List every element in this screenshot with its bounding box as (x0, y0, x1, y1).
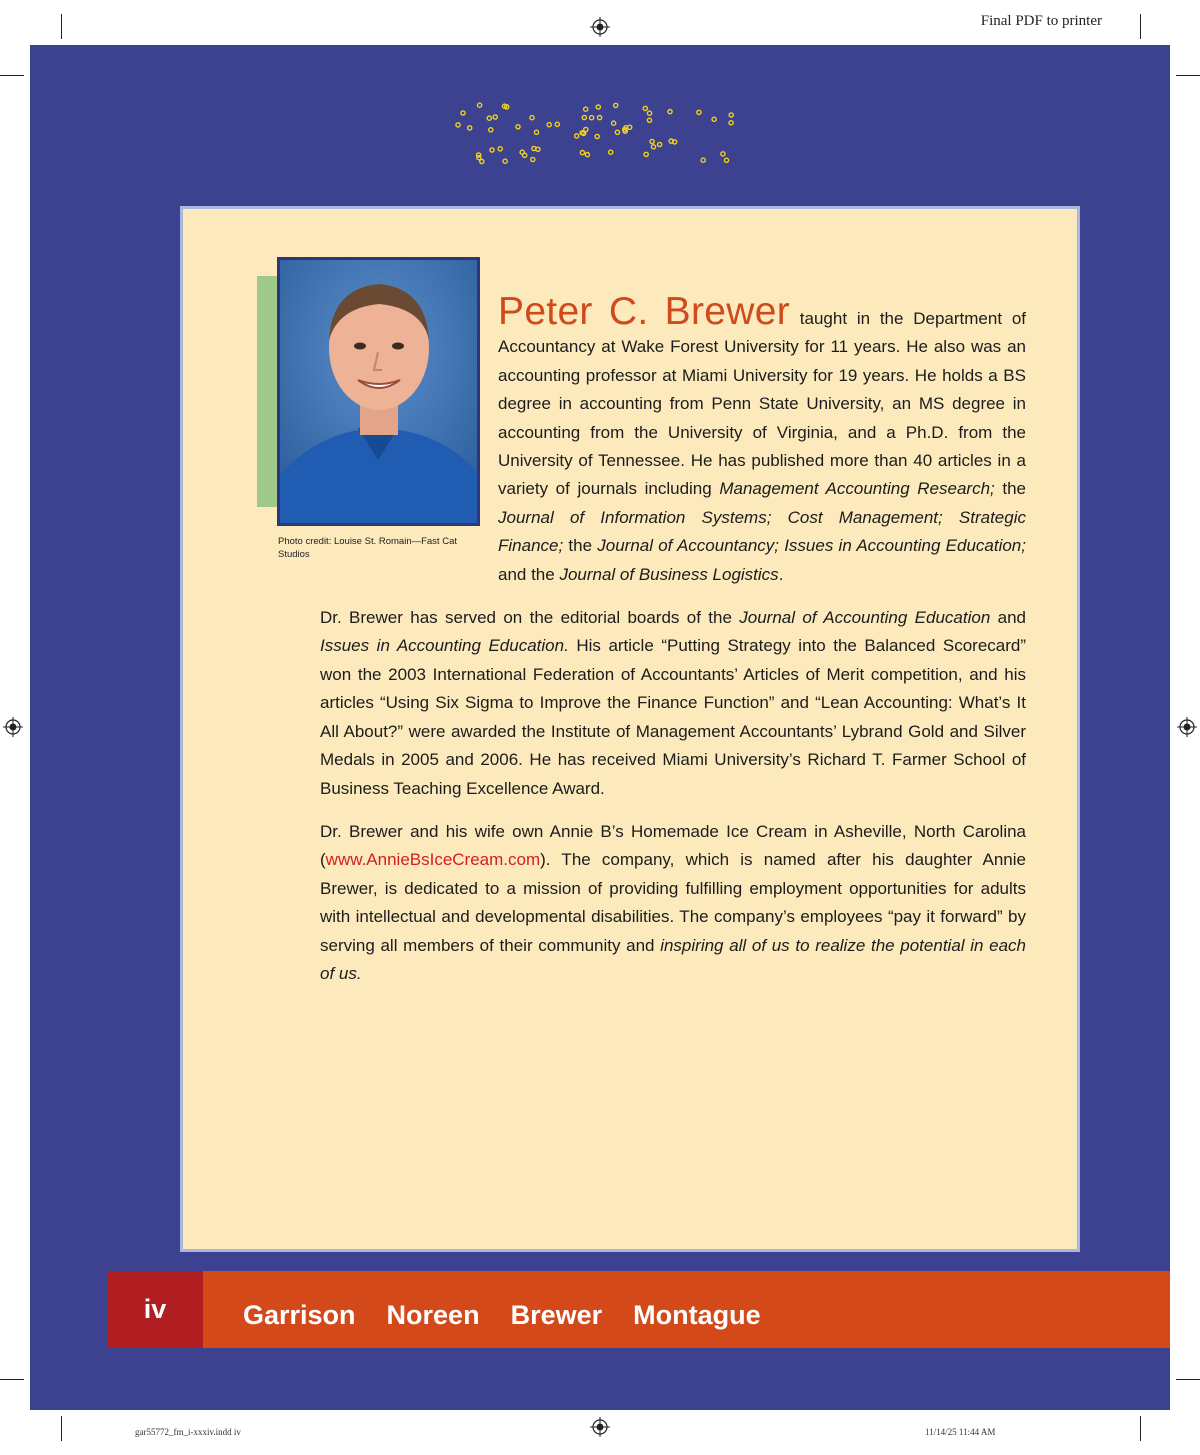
decorative-dot (644, 152, 648, 156)
decorative-dot (584, 127, 588, 131)
text-run: . (778, 564, 784, 584)
decorative-dot (493, 115, 497, 119)
decorative-dot (590, 116, 594, 120)
decorative-dot (547, 123, 551, 127)
italic-text-run: Journal of Business Logistics (559, 564, 779, 584)
decorative-dot (658, 142, 662, 146)
decorative-dot (461, 111, 465, 115)
decorative-dot (628, 125, 632, 129)
decorative-dot (516, 125, 520, 129)
decorative-dot (612, 121, 616, 125)
footer-author-name: Montague (633, 1300, 761, 1330)
decorative-dot (668, 110, 672, 114)
decorative-dot (712, 117, 716, 121)
text-run: taught in the Department of Accountancy at Wake Forest University for 11 years. He also was an accounting professor at Miami University for 19 years. He holds a BS degree in accounting from Penn State University, an MS degree in accounting from the University of Virginia, and a Ph.D. from the University of Tennessee. He has published more than 40 articles in a variety of journals including (498, 309, 1026, 499)
decorative-dot (575, 134, 579, 138)
decorative-dot (478, 103, 482, 107)
company-website-link[interactable]: www.AnnieBsIceCream.com (325, 850, 541, 870)
registration-mark-icon (3, 717, 23, 737)
decorative-dot (643, 106, 647, 110)
footer-band (107, 1271, 1170, 1348)
italic-text-run: Management Accounting Research; (719, 479, 995, 499)
italic-text-run: Journal of Accounting Education (739, 608, 991, 628)
decorative-dot (609, 150, 613, 154)
bio-paragraph-3 (320, 818, 1026, 988)
text-run: and (990, 608, 1026, 628)
photo-accent-bar (257, 276, 279, 507)
text-run: Dr. Brewer has served on the editorial boards of the (320, 608, 740, 628)
decorative-dot (580, 151, 584, 155)
text-run: His article “Putting Strategy into the Balanced Scorecard” won the 2003 International Federation of Accountants’ Articles of Merit competition, and his articles “Using Six Sigma to Improve the Finance Function” and “Lean Accounting: What’s It All About?” were awarded the Institute of Management Accountants’ Lybrand Gold and Silver Medals in 2005 and 2006. He has received Miami University’s Richard T. Farmer School of Business Teaching Excellence Award. (320, 636, 1027, 798)
decorative-dot (585, 153, 589, 157)
decorative-dot (480, 159, 484, 163)
crop-mark (1176, 75, 1200, 76)
decorative-dots-pattern (452, 100, 748, 166)
registration-mark-icon (1177, 717, 1197, 737)
decorative-dot (456, 123, 460, 127)
decorative-dot (503, 159, 507, 163)
decorative-dot (651, 145, 655, 149)
decorative-dot (487, 116, 491, 120)
decorative-dot (701, 158, 705, 162)
decorative-dot (582, 115, 586, 119)
decorative-dot (584, 107, 588, 111)
decorative-dot (729, 121, 733, 125)
printer-note: Final PDF to printer (980, 13, 1102, 29)
decorative-dot (729, 113, 733, 117)
crop-mark (0, 75, 24, 76)
decorative-dot (489, 128, 493, 132)
page-number: iv (107, 1271, 203, 1348)
italic-text-run: Journal of Accountancy; Issues in Accounting Education; (597, 536, 1026, 556)
crop-mark (1140, 14, 1141, 39)
decorative-dot (669, 139, 673, 143)
decorative-dot (614, 103, 618, 107)
decorative-dot (697, 110, 701, 114)
footer-author-name: Garrison (243, 1300, 356, 1330)
crop-mark (0, 1379, 24, 1380)
decorative-dot (498, 147, 502, 151)
text-run: Dr. Brewer and his wife own Annie B’s Homemade Ice Cream in Asheville, North Carolina ( (320, 821, 1026, 870)
crop-mark (1140, 1416, 1141, 1441)
italic-text-run: inspiring all of us to realize the potential in each of us. (320, 935, 1026, 983)
crop-mark (61, 1416, 62, 1441)
decorative-dot (647, 118, 651, 122)
bio-paragraph-1 (320, 292, 1026, 589)
decorative-dot (596, 105, 600, 109)
decorative-dot (490, 148, 494, 152)
slug-timestamp: 11/14/25 11:44 AM (925, 1427, 996, 1437)
italic-text-run: Journal of Information Systems; Cost Management; Strategic Finance; (498, 507, 1026, 556)
bio-text (320, 292, 1026, 1003)
registration-mark-icon (590, 17, 610, 37)
text-run: and the (498, 564, 560, 584)
decorative-dot (555, 122, 559, 126)
decorative-dot (468, 126, 472, 130)
text-run: ). The company, which is named after his daughter Annie Brewer, is dedicated to a mission of providing fulfilling employment opportunities for adults with intellectual and developmental disabilities. The company’s employees “pay it forward” by serving all members of their community and (320, 850, 1026, 955)
slug-file-info: gar55772_fm_i-xxxiv.indd iv (135, 1427, 241, 1437)
decorative-dot (534, 130, 538, 134)
italic-text-run: Issues in Accounting Education. (320, 636, 569, 656)
decorative-dot (595, 134, 599, 138)
photo-float-spacer (320, 292, 498, 562)
decorative-dot (532, 146, 536, 150)
text-run: the (994, 479, 1027, 499)
crop-mark (61, 14, 62, 39)
decorative-dot (598, 116, 602, 120)
decorative-dot (724, 158, 728, 162)
bio-paragraph-2 (320, 604, 1026, 803)
decorative-dot (531, 157, 535, 161)
registration-mark-icon (590, 1417, 610, 1437)
decorative-dot (721, 152, 725, 156)
author-list (243, 1271, 792, 1348)
decorative-dot (530, 116, 534, 120)
photo-credit: Photo credit: Louise St. Romain—Fast Cat Studios (278, 536, 457, 560)
text-run: the (563, 536, 598, 556)
footer-author-name: Brewer (510, 1300, 603, 1330)
decorative-dot (520, 150, 524, 154)
decorative-dot (650, 139, 654, 143)
footer-author-name: Noreen (386, 1300, 480, 1330)
decorative-dot (615, 130, 619, 134)
crop-mark (1176, 1379, 1200, 1380)
author-name: Peter C. Brewer (498, 290, 791, 333)
decorative-dot (647, 111, 651, 115)
